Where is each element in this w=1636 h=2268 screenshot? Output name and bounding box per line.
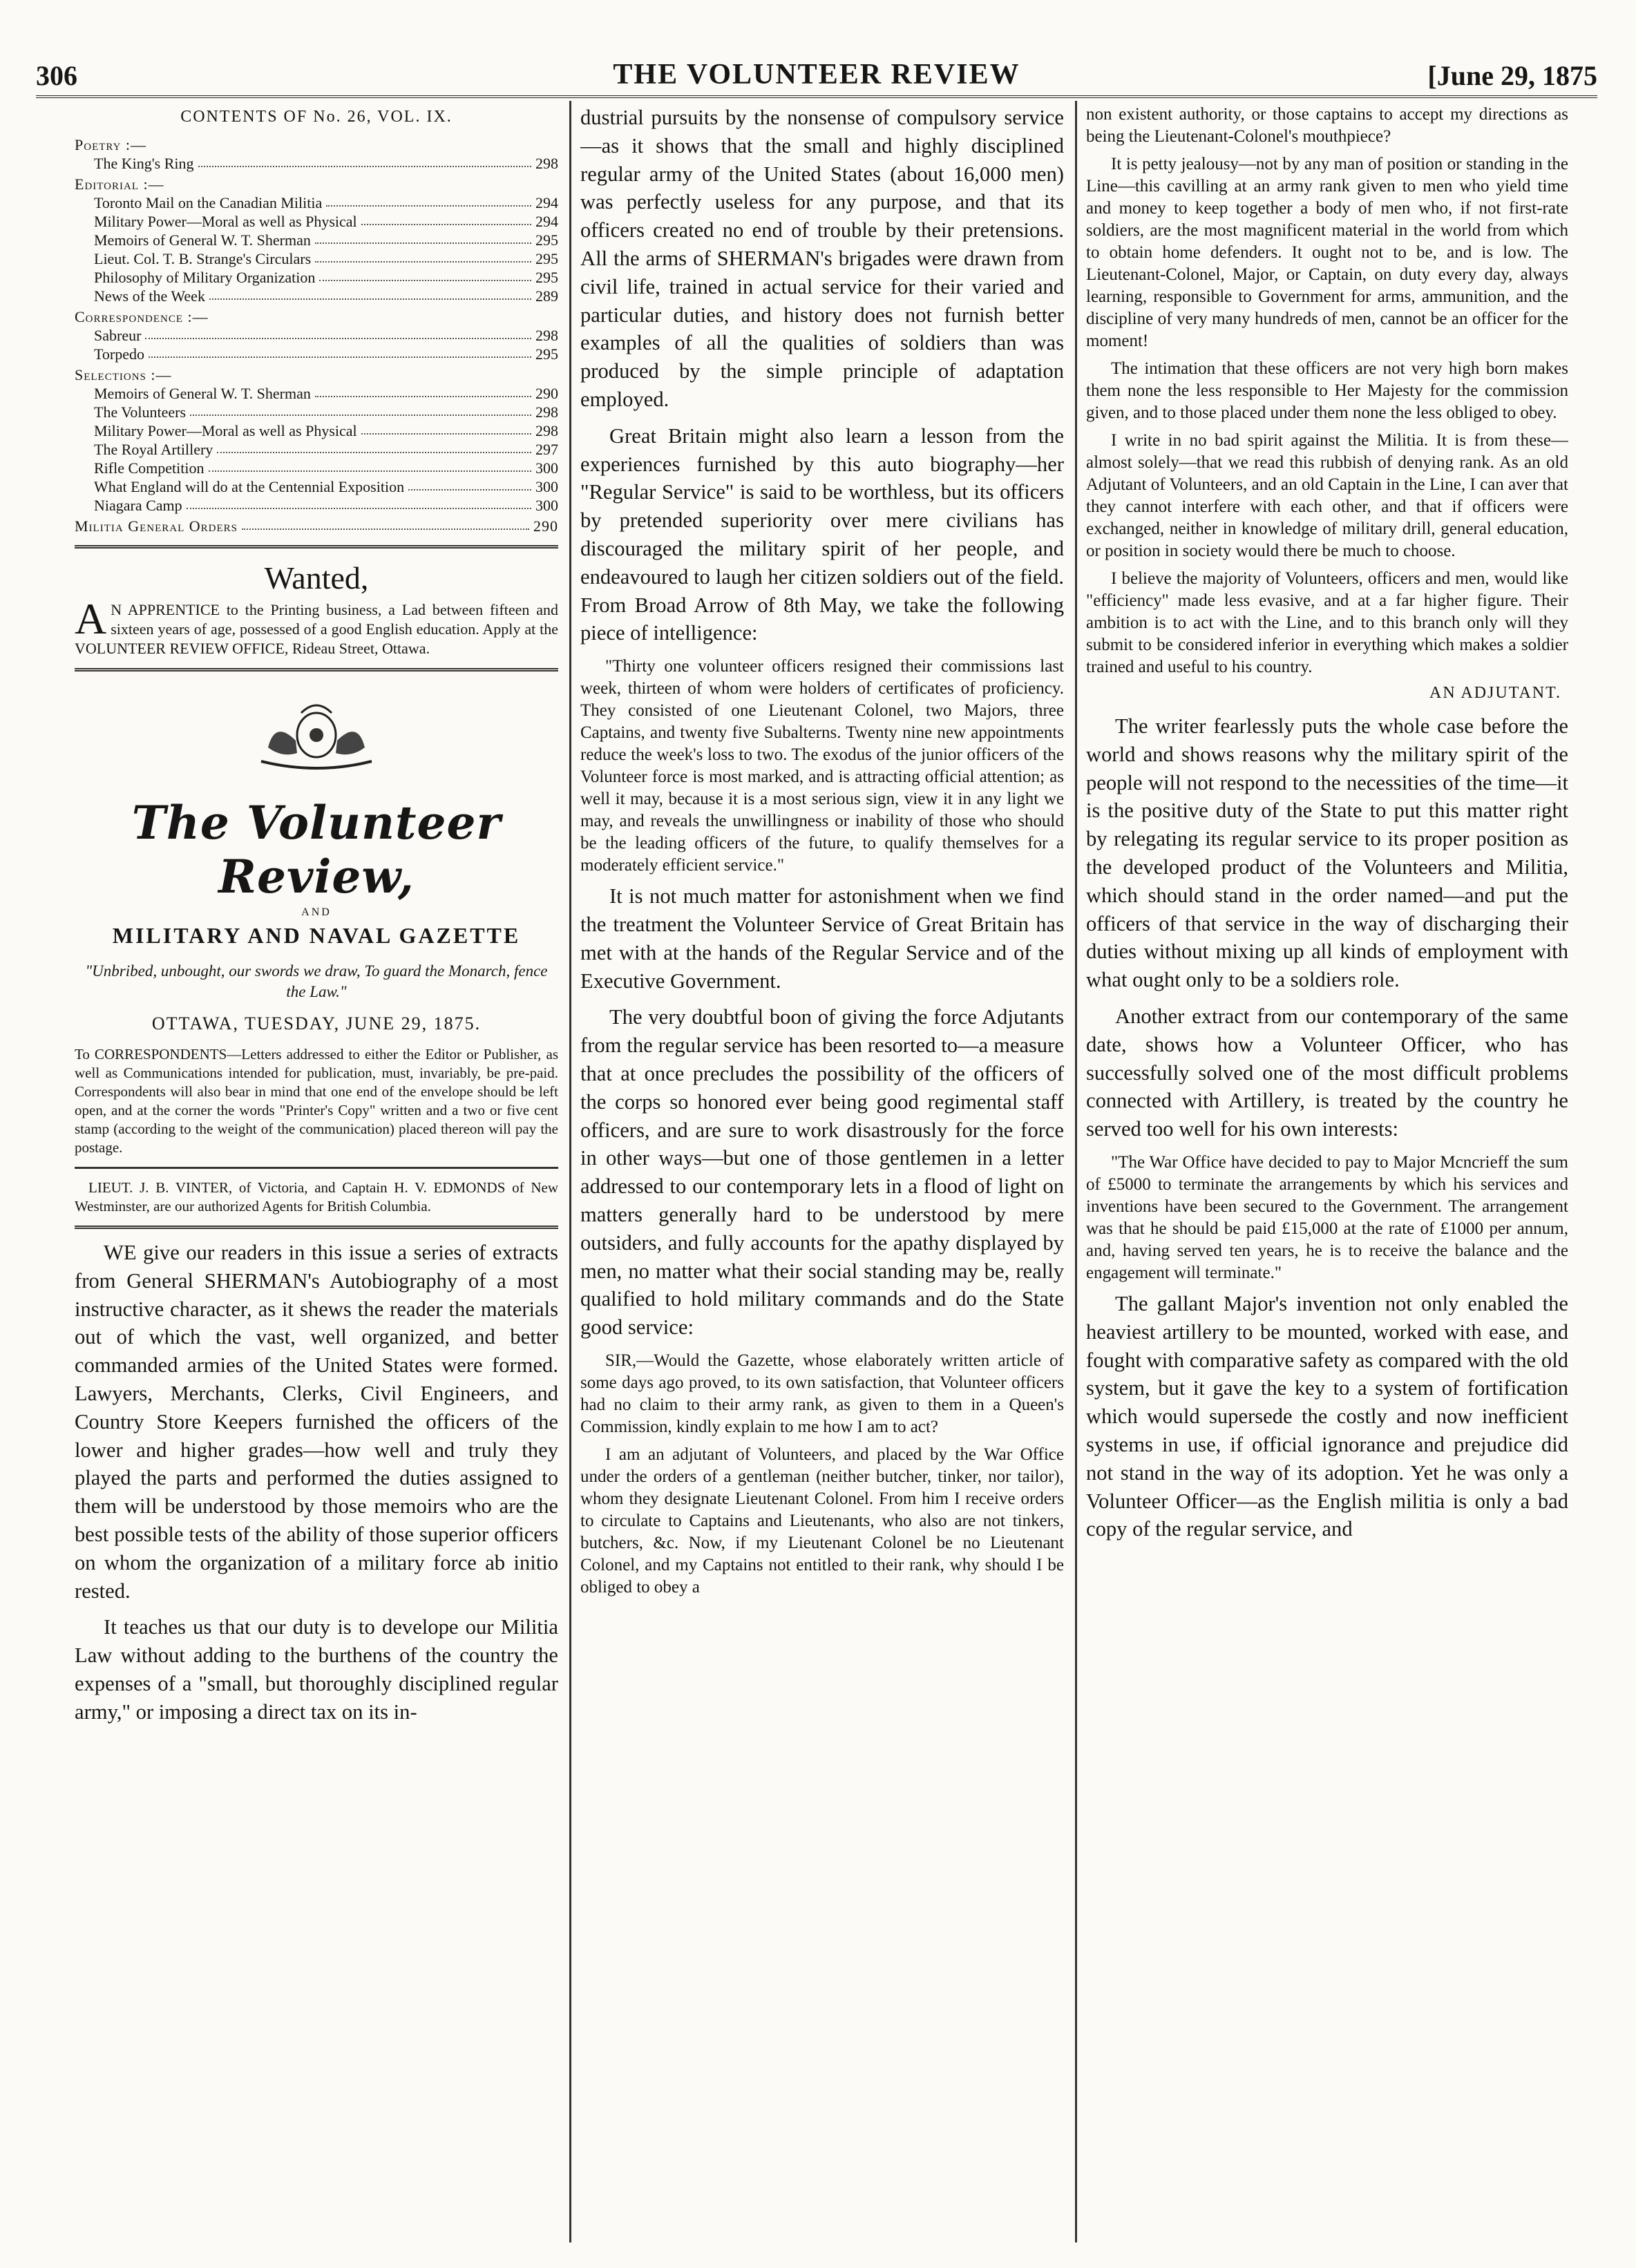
dot-leader [319,268,531,281]
contents-entry-title: The King's Ring [94,155,194,172]
dot-leader [242,517,529,530]
contents-page-number: 295 [535,269,558,286]
contents-entry-title: Memoirs of General W. T. Sherman [94,385,311,402]
contents-page-number: 298 [535,155,558,172]
letter-paragraph: It is petty jealousy—not by any man of position or standing in the Line—this cavilling at an army rank given to men who yield time and money to keep together a body of men who, if not first-rate soldiers, are the most magnificent material in the world from which to obtain home defenders. It ought not to be, and is low. The Lieutenant-Colonel, Major, or Captain, on duty every day, always learning, responsible to Government for arms, ammunition, and the discipline of very many hundreds of men, cannot be an officer for the moment! [1086,155,1568,350]
contents-entry [75,287,558,305]
dot-leader [315,384,531,397]
drop-cap: A [75,594,107,643]
masthead-and: AND [301,906,332,918]
column-divider [1075,101,1077,2242]
column-divider [569,101,571,2242]
paragraph: WE give our readers in this issue a series of extracts from General SHERMAN's Autobiography of a most instructive character, as it shews the reader the materials out of which the vast, well organized, and better commanded armies of the United States were formed. Lawyers, Merchants, Clerks, Civil Engineers, and Country Store Keepers furnished the officers of the lower and higher grades—how well and truly they played the parts and performed the duties assigned to them will be understood by those memoirs who are the best possible tests of the ability of those superior officers on whom the organization of a military force ab initio rested. [75,1241,558,1603]
dot-leader [408,477,531,490]
letter-paragraph: I believe the majority of Volunteers, officers and men, would like "efficiency" made less evasive, and at a far higher figure. Their ambition is to act with the Line, and to this branch only will they submit to be considered inferior in everything which makes a soldier trained and useful to his country. [1086,569,1568,676]
issue-date: [June 29, 1875 [1427,60,1597,91]
dateline: OTTAWA, TUESDAY, JUNE 29, 1875. [151,1013,482,1033]
paragraph: The very doubtful boon of giving the force Adjutants from the regular service has been resorted to—a measure that at once precludes the possibility of the officers of the corps so honored ever being good regimental staff officers, and are sure to work disastrously for the force in other ways—but one of those gentlemen in a letter addressed to our contemporary lets in a flood of light on matters generally hard to be understood by mere outsiders, and fully accounts for the apathy displayed by men, no matter what their social standing may be, really qualified to hold military commands and do the State good service: [580,1005,1064,1340]
column-2 [580,104,1064,2252]
editorial-start [75,1239,558,1726]
contents-title: CONTENTS OF No. 26, VOL. IX. [180,108,453,126]
paragraph: The writer fearlessly puts the whole case before the world and shows reasons why the military spirit of the people will not respond to the necessities of the time—it is the positive duty of the State to put this matter right by relegating its regular service to its proper position as the developed product of the Volunteers and Militia, which should stand in the order named—and put the officers of that service in the way of discharging their duties without mixing up all kinds of employment with what ought only to be a soldiers role. [1086,714,1568,992]
wanted-text: N APPRENTICE to the Printing business, a Lad between fifteen and sixteen years of age, possessed of a good English education. Apply at the VOLUNTEER REVIEW OFFICE, Rideau Street, Ottawa. [75,601,558,657]
newspaper-name: The Volunteer Review, [131,796,502,904]
contents-entry [75,249,558,268]
contents-entry-title: Torpedo [94,345,144,363]
contents-entry [75,154,558,173]
contents-page-number: 298 [535,327,558,344]
contents-page-number: 298 [535,422,558,439]
paragraph: dustrial pursuits by the nonsense of compulsory service—as it shows that the small and highly disciplined regular army of the United States (about 16,000 men) was perfectly useless for any purpose, and that its officers created no end of trouble by their pretensions. All the arms of SHERMAN's brigades were drawn from civil life, trained in actual service for their varied and particular duties, and history does not furnish better examples of all the qualities of soldiers than was produced by the simple principle of adaptation employed. [580,106,1064,411]
dot-leader [190,403,531,416]
contents-entry-title: Rifle Competition [94,459,204,477]
section-rule [75,1226,558,1229]
contents-entry-title: Military Power—Moral as well as Physical [94,422,357,439]
dot-leader [315,231,531,244]
table-of-contents [75,136,558,535]
contents-entry [75,326,558,345]
column-1 [75,104,558,2252]
page-header [36,55,1597,97]
correspondents-notice: To CORRESPONDENTS—Letters addressed to either the Editor or Publisher, as well as Communications intended for publication, must, invariably, be pre-paid. Correspondents will also bear in mind that one end of the envelope should be left open, and at the corner the words "Printer's Copy" written and a two or five cent stamp (according to the weight of the communication) placed thereon will pay the postage. [75,1046,558,1156]
contents-section-title: Militia General Orders [75,517,238,535]
column-3 [1086,104,1568,2252]
running-title: THE VOLUNTEER REVIEW [613,59,1020,90]
contents-section-heading: Poetry :— [75,136,147,153]
contents-entry-title: Sabreur [94,327,142,344]
contents-page-number: 294 [535,213,558,230]
letter-signature: AN ADJUTANT. [1429,684,1561,702]
contents-entry [75,193,558,212]
paragraph: Another extract from our contemporary of the same date, shows how a Volunteer Officer, who has successfully solved one of the most difficult problems connected with Artillery, is treated by the country he served too well for his own interests: [1086,1004,1568,1141]
paragraph: It teaches us that our duty is to develope our Militia Law without adding to the burthens of the country the expenses of a "small, but thoroughly disciplined regular army," or imposing a direct tax on its in- [75,1615,558,1724]
contents-entry-title: Philosophy of Military Organization [94,269,316,286]
contents-entry-title: Toronto Mail on the Canadian Militia [94,194,323,211]
contents-entry [75,345,558,363]
royal-arms-emblem [247,692,386,775]
dot-leader [209,287,531,300]
dot-leader [145,326,531,339]
contents-page-number: 297 [535,441,558,458]
quoted-extract: "Thirty one volunteer officers resigned their commissions last week, thirteen of whom were holders of certificates of proficiency. They consisted of one Lieutenant Colonel, two Majors, three Captains, and twenty five Subalterns. Twenty nine new appointments reduce the week's loss to two. The exodus of the junior officers of the Volunteer force is most marked, and is attracting official attention; as well it may, because it is a most serious sign, view it in any light we may, and reveals the unwillingness or inability of those who should be the leading officers of the future, to qualify themselves for a moderately efficient service." [580,657,1064,875]
contents-entry [75,231,558,249]
contents-entry [75,403,558,421]
dot-leader [361,421,531,435]
wanted-heading: Wanted, [264,560,369,595]
contents-entry [75,268,558,287]
page-number: 306 [36,60,77,91]
wanted-advert [75,594,558,658]
contents-entry [75,212,558,231]
letter-paragraph: I am an adjutant of Volunteers, and placed by the War Office under the orders of a gentleman (neither butcher, tinker, nor tailor), whom they designate Lieutenant Colonel. From him I receive orders to circulate to Captains and Lieutenants, who also are not tinkers, butchers, &c. Now, if my Lieutenant Colonel be no Lieutenant Colonel, and my Captains not entitled to their rank, why should I be obliged to obey a [580,1445,1064,1597]
header-rule [36,95,1597,98]
contents-entry-title: Memoirs of General W. T. Sherman [94,231,311,249]
paragraph: It is not much matter for astonishment when we find the treatment the Volunteer Service of Great Britain has met with at the hands of the Regular Service and of the Executive Government. [580,884,1064,993]
contents-entry-title: Niagara Camp [94,497,182,514]
contents-page-number: 295 [535,231,558,249]
letter-paragraph: non existent authority, or those captains to accept my directions as being the Lieutenant-Colonel's mouthpiece? [1086,105,1568,146]
contents-page-number: 300 [535,459,558,477]
contents-entry [75,459,558,477]
contents-entry-title: News of the Week [94,287,205,305]
contents-section-heading: Editorial :— [75,175,164,193]
contents-entry [75,440,558,459]
contents-page-number: 300 [535,497,558,514]
contents-entry-title: The Royal Artillery [94,441,213,458]
contents-page-number: 289 [535,287,558,305]
letter-paragraph: SIR,—Would the Gazette, whose elaborately written article of some days ago proved, to its own satisfaction, that Volunteer officers had no claim to their army rank, as given to them in a Queen's Commission, kindly explain to me how I am to act? [580,1351,1064,1436]
dot-leader [198,154,531,167]
agents-notice: LIEUT. J. B. VINTER, of Victoria, and Captain H. V. EDMONDS of New Westminster, are our authorized Agents for British Columbia. [75,1179,558,1214]
dot-leader [326,193,531,207]
quoted-extract: "The War Office have decided to pay to Major Mcncrieff the sum of £5000 to terminate the arrangements by which his services and inventions have been secured to the Government. The arrangement was that he should be paid £15,000 at the rate of £1000 per annum, and, having served ten years, he is to receive the balance and the engagement will terminate." [1086,1152,1568,1282]
dot-leader [187,496,531,509]
masthead-motto: "Unbribed, unbought, our swords we draw, To guard the Monarch, fence the Law." [85,962,548,1000]
contents-page-number: 290 [533,517,558,535]
contents-page-number: 298 [535,403,558,421]
dot-leader [361,212,531,225]
contents-page-number: 290 [535,385,558,402]
dot-leader [149,345,531,358]
dot-leader [315,249,531,263]
contents-entry-title: Military Power—Moral as well as Physical [94,213,357,230]
contents-page-number: 295 [535,250,558,267]
contents-page-number: 294 [535,194,558,211]
contents-section-heading [75,517,558,535]
contents-entry [75,496,558,515]
contents-entry-title: The Volunteers [94,403,186,421]
contents-entry [75,421,558,440]
newspaper-subtitle: MILITARY AND NAVAL GAZETTE [112,923,521,948]
letter-paragraph: The intimation that these officers are not very high born makes them none the less responsible to Her Majesty for the commission given, and to those placed under them none the less obliged to obey. [1086,359,1568,422]
dot-leader [217,440,531,453]
dot-leader [209,459,532,472]
contents-page-number: 300 [535,478,558,495]
contents-section-heading: Correspondence :— [75,308,209,325]
section-rule [75,545,558,549]
contents-page-number: 295 [535,345,558,363]
contents-entry [75,384,558,403]
paragraph: Great Britain might also learn a lesson from the experiences furnished by this auto biography—her "Regular Service" is said to be worthless, but its officers by pretended superiority over mere civilians has discouraged the military spirit of her people, and endeavoured to laugh her citizen soldiers out of the field. From Broad Arrow of 8th May, we take the following piece of intelligence: [580,423,1064,645]
section-rule [75,1167,558,1169]
contents-section-heading: Selections :— [75,366,172,383]
letter-paragraph: I write in no bad spirit against the Militia. It is from these—almost solely—that we read this rubbish of denying rank. As an old Adjutant of Volunteers, and an old Captain in the Line, I can aver that they cannot interfere with each other, and that if officers were exchanged, neither in knowledge of military drill, general education, or position in society would there be much to choose. [1086,431,1568,560]
contents-entry-title: Lieut. Col. T. B. Strange's Circulars [94,250,312,267]
paragraph: The gallant Major's invention not only enabled the heaviest artillery to be mounted, worked with ease, and fought with comparative safety as compared with the old system, but it gave the key to a system of fortification which would supersede the costly and now inefficient systems in use, if official ignorance and prejudice did not stand in the way of its adoption. Yet he was only a Volunteer Officer—as the English militia is only a bad copy of the regular service, and [1086,1291,1568,1541]
contents-entry-title: What England will do at the Centennial Exposition [94,478,405,495]
contents-entry [75,477,558,496]
section-rule [75,668,558,671]
